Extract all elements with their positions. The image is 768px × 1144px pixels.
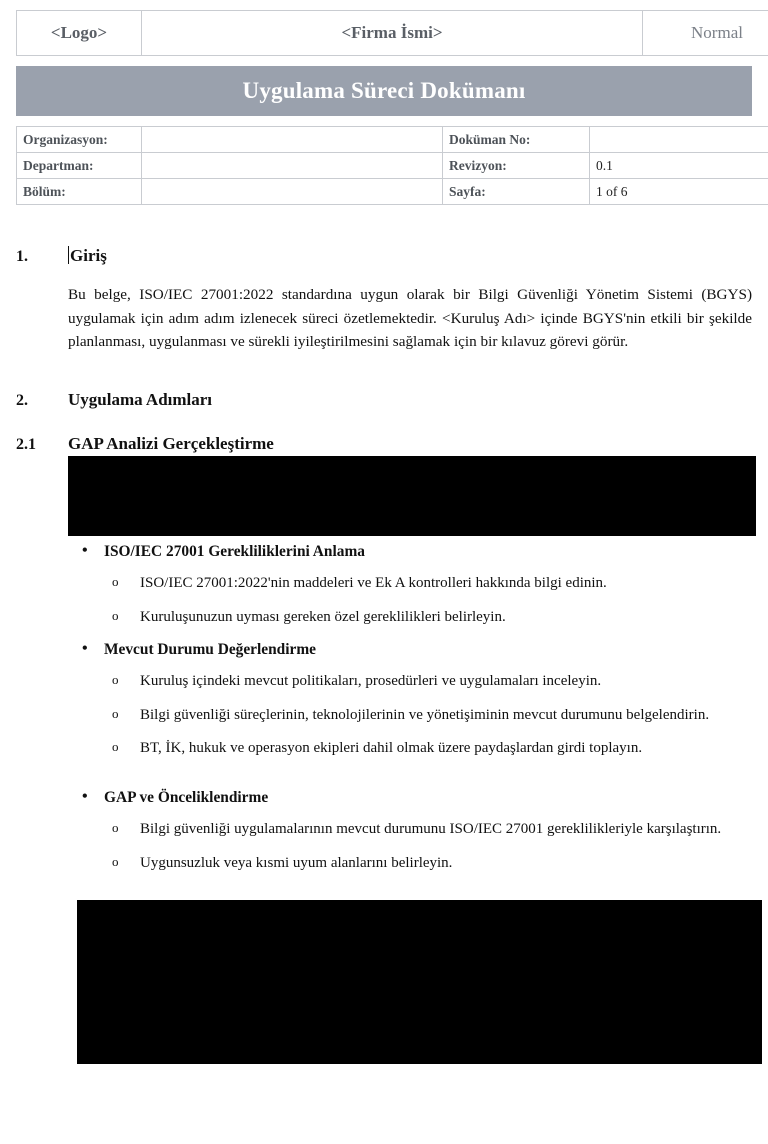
section-heading-giris <box>16 246 752 266</box>
redaction-block-lower <box>77 900 762 1064</box>
meta-value-revizyon[interactable]: 0.1 <box>590 153 768 179</box>
meta-label-bolum: Bölüm: <box>17 179 142 205</box>
redaction-block-upper <box>68 456 756 536</box>
meta-label-revizyon: Revizyon: <box>443 153 590 179</box>
section-title-giris <box>68 246 107 266</box>
document-title-banner <box>16 66 752 116</box>
header-identification-table <box>16 10 768 56</box>
intro-paragraph: Bu belge, ISO/IEC 27001:2022 standardına uygun olarak bir Bilgi Güvenliği Yönetim Sistemi (BGYS) uygulamak için adım adım izlenecek süreci özetlemektedir. <Kuruluş Adı> içinde BGYS'nin etkili bir şekilde planlanması, uygulanması ve sürekli iyileştirilmesini sağlamak için bir kılavuz görevi görür. <box>68 286 752 351</box>
list-item: • ISO/IEC 27001 Gerekliliklerini Anlama <box>68 543 758 561</box>
table-row <box>17 127 768 153</box>
bullet-group-iso-gereklilikleri <box>68 543 758 628</box>
meta-value-dokuman-no[interactable] <box>590 127 768 153</box>
list-item: o Kuruluş içindeki mevcut politikaları, prosedürleri ve uygulamaları inceleyin. <box>68 670 758 693</box>
section-number-2-1: 2.1 <box>16 436 36 453</box>
section-heading-gap-analizi <box>16 434 752 454</box>
document-metadata-table <box>16 126 768 205</box>
meta-value-organizasyon[interactable] <box>142 127 443 153</box>
section-title-giris-label: Giriş <box>70 246 107 265</box>
list-item: • GAP ve Önceliklendirme <box>68 789 758 807</box>
table-row <box>17 179 768 205</box>
section-number-2: 2. <box>16 392 28 409</box>
company-name-cell: <Firma İsmi> <box>142 11 643 56</box>
logo-placeholder-cell: <Logo> <box>17 11 142 56</box>
page-title: Uygulama Süreci Dokümanı <box>242 78 526 103</box>
section-title-gap-analizi: GAP Analizi Gerçekleştirme <box>68 434 274 453</box>
meta-label-sayfa: Sayfa: <box>443 179 590 205</box>
list-item: • Mevcut Durumu Değerlendirme <box>68 641 758 659</box>
section-number-1: 1. <box>16 248 28 265</box>
list-item: o Bilgi güvenliği uygulamalarının mevcut durumunu ISO/IEC 27001 gereklilikleriyle karşılaştırın. <box>68 818 758 841</box>
section-title-uygulama-adimlari: Uygulama Adımları <box>68 390 213 409</box>
table-row <box>17 11 768 56</box>
meta-value-departman[interactable] <box>142 153 443 179</box>
meta-label-dokuman-no: Doküman No: <box>443 127 590 153</box>
section-heading-uygulama-adimlari <box>16 390 752 410</box>
table-row <box>17 153 768 179</box>
text-cursor-caret <box>68 246 69 264</box>
list-item: o Bilgi güvenliği süreçlerinin, teknolojilerinin ve yönetişiminin mevcut durumunu belgelendirin. <box>68 704 758 727</box>
meta-value-sayfa[interactable]: 1 of 6 <box>590 179 768 205</box>
list-item: o BT, İK, hukuk ve operasyon ekipleri dahil olmak üzere paydaşlardan girdi toplayın. <box>68 737 758 760</box>
classification-cell: Normal <box>643 11 768 56</box>
list-item: o ISO/IEC 27001:2022'nin maddeleri ve Ek A kontrolleri hakkında bilgi edinin. <box>68 572 758 595</box>
meta-label-organizasyon: Organizasyon: <box>17 127 142 153</box>
bullet-group-mevcut-durum <box>68 641 758 760</box>
bullet-group-gap-onceliklendirme <box>68 789 758 874</box>
meta-value-bolum[interactable] <box>142 179 443 205</box>
list-item: o Kuruluşunuzun uyması gereken özel gereklilikleri belirleyin. <box>68 606 758 629</box>
list-item: o Uygunsuzluk veya kısmi uyum alanlarını belirleyin. <box>68 852 758 875</box>
meta-label-departman: Departman: <box>17 153 142 179</box>
